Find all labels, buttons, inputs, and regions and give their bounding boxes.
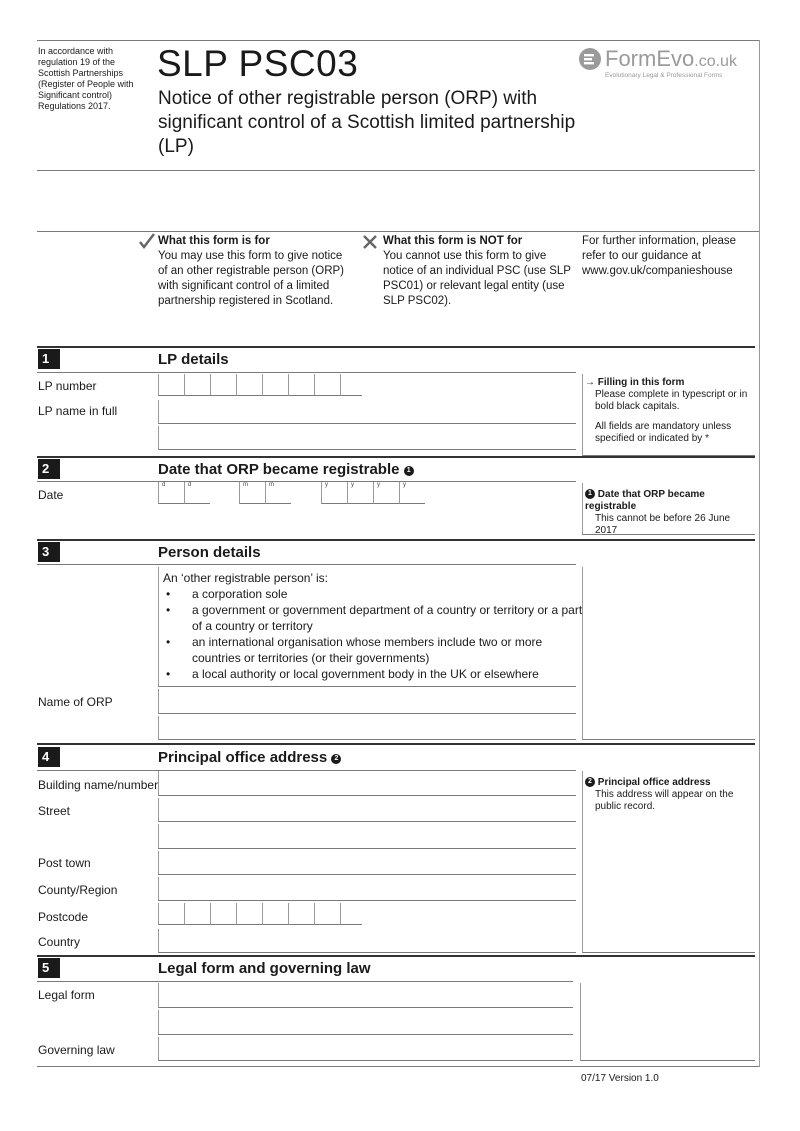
section-2-underline bbox=[37, 481, 576, 482]
postcode-cell[interactable] bbox=[314, 903, 340, 925]
county-label: County/Region bbox=[38, 883, 118, 897]
lp-number-cell[interactable] bbox=[262, 374, 288, 396]
orp-bullet: • a government or government department of a country or territory or a part of a country or territory bbox=[163, 602, 583, 634]
orp-name-field-1[interactable] bbox=[158, 689, 576, 714]
date-year-input[interactable] bbox=[321, 482, 425, 504]
date-cell[interactable]: m bbox=[265, 482, 291, 504]
lp-number-label: LP number bbox=[38, 379, 97, 393]
date-cell[interactable]: y bbox=[321, 482, 347, 504]
orp-definition-intro: An ‘other registrable person’ is: bbox=[163, 571, 328, 585]
cross-icon bbox=[362, 234, 378, 250]
lp-number-cell[interactable] bbox=[210, 374, 236, 396]
building-field[interactable] bbox=[158, 771, 576, 796]
tick-icon bbox=[138, 232, 156, 250]
lp-number-cell[interactable] bbox=[340, 374, 362, 396]
arrow-right-icon: → bbox=[585, 377, 598, 388]
form-code: SLP PSC03 bbox=[157, 43, 359, 84]
country-field[interactable] bbox=[158, 929, 576, 953]
further-info: For further information, please refer to our guidance at www.gov.uk/companieshouse bbox=[582, 235, 737, 277]
postcode-cell[interactable] bbox=[236, 903, 262, 925]
county-field[interactable] bbox=[158, 877, 576, 901]
date-cell[interactable]: m bbox=[239, 482, 265, 504]
header-divider bbox=[37, 170, 755, 171]
date-month-input[interactable] bbox=[239, 482, 291, 504]
post-town-label: Post town bbox=[38, 856, 91, 870]
post-town-field[interactable] bbox=[158, 851, 576, 875]
form-not-for-block bbox=[383, 234, 573, 309]
section-1-underline bbox=[37, 372, 576, 373]
form-not-for-text: You cannot use this form to give notice of an individual PSC (use SLP PSC01) or relevant legal entity (use SLP PSC02). bbox=[383, 250, 571, 307]
section-3-rule bbox=[37, 539, 755, 541]
section-4-number: 4 bbox=[38, 747, 60, 767]
address-note bbox=[585, 777, 755, 813]
orp-bullet: • a local authority or local government body in the UK or elsewhere bbox=[163, 666, 583, 682]
section-4-title bbox=[158, 749, 341, 766]
filling-note bbox=[585, 377, 755, 445]
lp-name-label: LP name in full bbox=[38, 404, 118, 418]
orp-bullet: • a corporation sole bbox=[163, 586, 583, 602]
note-2-badge: 2 bbox=[585, 777, 595, 787]
legal-form-field-1[interactable] bbox=[158, 983, 573, 1008]
section-5-underline bbox=[37, 981, 573, 982]
postcode-cell[interactable] bbox=[210, 903, 236, 925]
governing-law-field[interactable] bbox=[158, 1037, 573, 1061]
note-1-badge: 1 bbox=[404, 466, 414, 476]
section-2-title-text: Date that ORP became registrable bbox=[158, 461, 400, 478]
form-for-title: What this form is for bbox=[158, 235, 270, 247]
orp-name-label: Name of ORP bbox=[38, 695, 113, 709]
logo-main: FormEvo bbox=[605, 46, 695, 71]
section-4-title-text: Principal office address bbox=[158, 749, 328, 766]
country-label: Country bbox=[38, 935, 81, 949]
lp-number-cell[interactable] bbox=[288, 374, 314, 396]
note-2-badge: 2 bbox=[331, 754, 341, 764]
date-note bbox=[585, 489, 755, 537]
postcode-cell[interactable] bbox=[158, 903, 184, 925]
section-2-number: 2 bbox=[38, 459, 60, 479]
postcode-label: Postcode bbox=[38, 910, 89, 924]
lp-number-cell[interactable] bbox=[236, 374, 262, 396]
section-3-number: 3 bbox=[38, 542, 60, 562]
lp-name-field-2[interactable] bbox=[158, 426, 576, 450]
page-frame-right bbox=[759, 40, 760, 1067]
regulation-text: In accordance with regulation 19 of the Scottish Partnerships (Register of People with Significant control) Regulations 2017. bbox=[38, 46, 134, 111]
formevo-logo-icon bbox=[578, 47, 602, 71]
address-note-text: This address will appear on the public record. bbox=[595, 789, 734, 812]
section-4-rule bbox=[37, 743, 755, 745]
lp-number-cell[interactable] bbox=[314, 374, 340, 396]
orp-definition bbox=[163, 570, 583, 682]
date-cell[interactable]: d bbox=[184, 482, 210, 504]
section-3-title: Person details bbox=[158, 544, 261, 561]
section-5-number: 5 bbox=[38, 958, 60, 978]
logo-tagline: Evolutionary Legal & Professional Forms bbox=[605, 72, 723, 79]
orp-name-field-2[interactable] bbox=[158, 716, 576, 740]
section-2-title bbox=[158, 461, 414, 478]
section-5-rule bbox=[37, 955, 755, 957]
note-1-badge: 1 bbox=[585, 489, 595, 499]
filling-note-title: Filling in this form bbox=[597, 377, 685, 388]
street-label: Street bbox=[38, 804, 71, 818]
version-text: 07/17 Version 1.0 bbox=[581, 1073, 659, 1084]
lp-number-input[interactable] bbox=[158, 374, 362, 396]
filling-note-text-2: All fields are mandatory unless specified or indicated by * bbox=[595, 421, 732, 444]
date-cell[interactable]: y bbox=[347, 482, 373, 504]
date-day-input[interactable] bbox=[158, 482, 210, 504]
section-3-underline bbox=[37, 564, 576, 565]
postcode-input[interactable] bbox=[158, 903, 362, 925]
postcode-cell[interactable] bbox=[262, 903, 288, 925]
section-1-number: 1 bbox=[38, 349, 60, 369]
street-field-1[interactable] bbox=[158, 798, 576, 822]
governing-law-label: Governing law bbox=[38, 1043, 115, 1057]
date-label: Date bbox=[38, 488, 64, 502]
date-cell[interactable]: y bbox=[373, 482, 399, 504]
section-3-side-box bbox=[582, 567, 755, 740]
lp-number-cell[interactable] bbox=[158, 374, 184, 396]
address-note-title: Principal office address bbox=[597, 777, 711, 788]
page-frame-top bbox=[37, 40, 759, 41]
form-title: Notice of other registrable person (ORP) with significant control of a Scottish limited partnership (LP) bbox=[158, 88, 576, 157]
form-for-text: You may use this form to give notice of an other registrable person (ORP) with significant control of a limited partnership registered in Scotland. bbox=[158, 250, 345, 307]
orp-bullet: • an international organisation whose members include two or more countries or territories (or their governments) bbox=[163, 634, 583, 666]
date-note-text: This cannot be before 26 June 2017 bbox=[595, 513, 731, 536]
section-2-rule bbox=[37, 456, 755, 458]
filling-note-text: Please complete in typescript or in bold black capitals. bbox=[595, 389, 748, 412]
date-cell[interactable]: y bbox=[399, 482, 425, 504]
street-field-2[interactable] bbox=[158, 824, 576, 849]
postcode-cell[interactable] bbox=[340, 903, 362, 925]
building-label: Building name/number bbox=[38, 778, 159, 792]
page-frame-bottom bbox=[37, 1066, 759, 1067]
section-1-rule bbox=[37, 346, 755, 348]
section-5-title: Legal form and governing law bbox=[158, 960, 371, 977]
form-not-for-title: What this form is NOT for bbox=[383, 235, 523, 247]
postcode-cell[interactable] bbox=[288, 903, 314, 925]
logo-suffix: .co.uk bbox=[694, 53, 737, 70]
date-note-title: Date that ORP became registrable bbox=[585, 489, 705, 512]
legal-form-field-2[interactable] bbox=[158, 1010, 573, 1035]
lp-name-field-1[interactable] bbox=[158, 400, 576, 424]
section-5-side-box bbox=[580, 983, 755, 1061]
date-cell[interactable]: d bbox=[158, 482, 184, 504]
legal-form-label: Legal form bbox=[38, 988, 95, 1002]
section-1-title: LP details bbox=[158, 351, 229, 368]
form-for-block bbox=[158, 234, 353, 309]
lp-number-cell[interactable] bbox=[184, 374, 210, 396]
postcode-cell[interactable] bbox=[184, 903, 210, 925]
